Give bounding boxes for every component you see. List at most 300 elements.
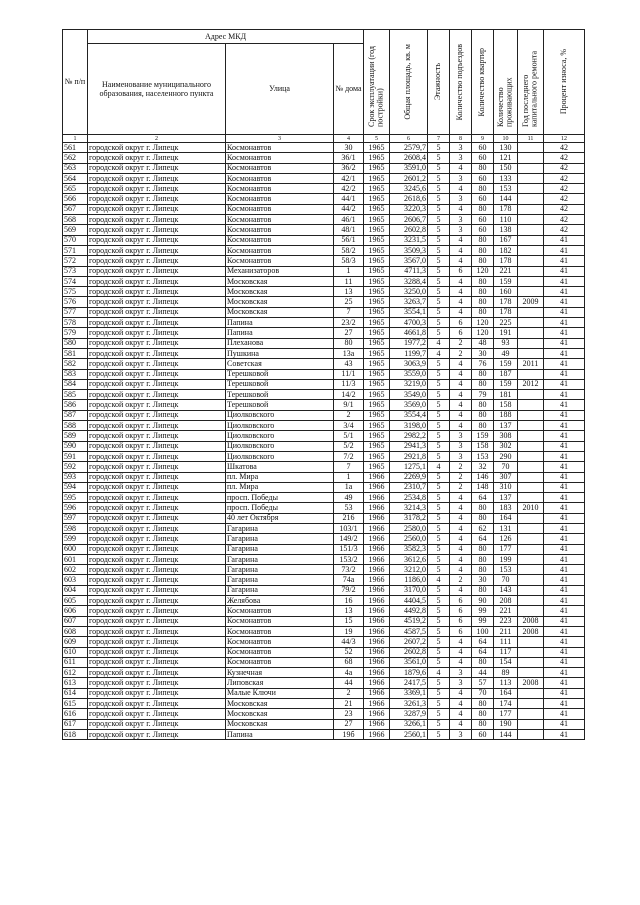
table-row xyxy=(63,153,585,163)
cell-wear: 41 xyxy=(544,338,585,348)
cell-repair-year xyxy=(518,657,544,667)
cell-municipality: городской округ г. Липецк xyxy=(88,143,226,153)
cell-entrances: 4 xyxy=(450,657,472,667)
cell-area: 2982,2 xyxy=(390,431,428,441)
cell-residents: 190 xyxy=(494,719,518,729)
cell-year: 1965 xyxy=(364,173,390,183)
cell-municipality: городской округ г. Липецк xyxy=(88,163,226,173)
cell-wear: 42 xyxy=(544,143,585,153)
column-number: 5 xyxy=(364,135,390,143)
cell-row-no: 571 xyxy=(63,245,88,255)
cell-area: 1879,6 xyxy=(390,668,428,678)
cell-municipality: городской округ г. Липецк xyxy=(88,678,226,688)
cell-municipality: городской округ г. Липецк xyxy=(88,699,226,709)
cell-wear: 41 xyxy=(544,390,585,400)
cell-row-no: 614 xyxy=(63,688,88,698)
cell-house: 74а xyxy=(334,575,364,585)
cell-row-no: 561 xyxy=(63,143,88,153)
cell-apartments: 80 xyxy=(472,719,494,729)
cell-municipality: городской округ г. Липецк xyxy=(88,668,226,678)
cell-house: 13 xyxy=(334,287,364,297)
cell-wear: 41 xyxy=(544,554,585,564)
cell-repair-year xyxy=(518,421,544,431)
cell-repair-year xyxy=(518,441,544,451)
cell-house: 4а xyxy=(334,668,364,678)
cell-apartments: 64 xyxy=(472,637,494,647)
cell-street: Советская xyxy=(226,359,334,369)
cell-repair-year xyxy=(518,523,544,533)
cell-municipality: городской округ г. Липецк xyxy=(88,544,226,554)
cell-street: Механизаторов xyxy=(226,266,334,276)
cell-house: 9/1 xyxy=(334,400,364,410)
cell-wear: 41 xyxy=(544,451,585,461)
cell-row-no: 602 xyxy=(63,565,88,575)
cell-entrances: 2 xyxy=(450,462,472,472)
header-year: Срок эксплуатации (год постройки) xyxy=(364,30,390,135)
cell-apartments: 80 xyxy=(472,276,494,286)
cell-house: 80 xyxy=(334,338,364,348)
cell-residents: 225 xyxy=(494,318,518,328)
cell-area: 2269,9 xyxy=(390,472,428,482)
cell-area: 3250,0 xyxy=(390,287,428,297)
table-row xyxy=(63,451,585,461)
cell-municipality: городской округ г. Липецк xyxy=(88,421,226,431)
cell-house: 21 xyxy=(334,699,364,709)
cell-wear: 41 xyxy=(544,668,585,678)
cell-row-no: 599 xyxy=(63,534,88,544)
cell-residents: 111 xyxy=(494,637,518,647)
cell-row-no: 617 xyxy=(63,719,88,729)
cell-wear: 41 xyxy=(544,729,585,739)
cell-repair-year xyxy=(518,225,544,235)
cell-floors: 4 xyxy=(428,462,450,472)
cell-house: 44 xyxy=(334,678,364,688)
cell-repair-year xyxy=(518,276,544,286)
cell-entrances: 4 xyxy=(450,493,472,503)
cell-apartments: 153 xyxy=(472,451,494,461)
cell-year: 1965 xyxy=(364,163,390,173)
cell-entrances: 4 xyxy=(450,699,472,709)
cell-apartments: 80 xyxy=(472,297,494,307)
cell-house: 153/2 xyxy=(334,554,364,564)
cell-year: 1965 xyxy=(364,441,390,451)
cell-wear: 41 xyxy=(544,719,585,729)
cell-floors: 5 xyxy=(428,657,450,667)
cell-wear: 41 xyxy=(544,637,585,647)
cell-entrances: 4 xyxy=(450,647,472,657)
cell-apartments: 64 xyxy=(472,647,494,657)
cell-apartments: 79 xyxy=(472,390,494,400)
cell-apartments: 60 xyxy=(472,194,494,204)
cell-wear: 41 xyxy=(544,616,585,626)
cell-house: 58/2 xyxy=(334,245,364,255)
cell-floors: 5 xyxy=(428,421,450,431)
cell-year: 1965 xyxy=(364,390,390,400)
column-number-row xyxy=(63,135,585,143)
table-row xyxy=(63,534,585,544)
cell-area: 2579,7 xyxy=(390,143,428,153)
cell-apartments: 159 xyxy=(472,431,494,441)
cell-residents: 223 xyxy=(494,616,518,626)
cell-entrances: 3 xyxy=(450,441,472,451)
cell-year: 1965 xyxy=(364,359,390,369)
cell-area: 3245,6 xyxy=(390,184,428,194)
cell-municipality: городской округ г. Липецк xyxy=(88,235,226,245)
cell-entrances: 4 xyxy=(450,235,472,245)
cell-floors: 5 xyxy=(428,184,450,194)
cell-row-no: 567 xyxy=(63,204,88,214)
cell-municipality: городской округ г. Липецк xyxy=(88,616,226,626)
cell-street: Космонавтов xyxy=(226,606,334,616)
cell-municipality: городской округ г. Липецк xyxy=(88,400,226,410)
table-row xyxy=(63,647,585,657)
cell-repair-year xyxy=(518,173,544,183)
cell-house: 7 xyxy=(334,307,364,317)
cell-wear: 41 xyxy=(544,709,585,719)
cell-floors: 5 xyxy=(428,287,450,297)
cell-area: 3612,6 xyxy=(390,554,428,564)
cell-street: Циолковского xyxy=(226,431,334,441)
cell-street: Терешковой xyxy=(226,400,334,410)
cell-repair-year xyxy=(518,668,544,678)
cell-residents: 110 xyxy=(494,215,518,225)
cell-apartments: 32 xyxy=(472,462,494,472)
cell-floors: 5 xyxy=(428,637,450,647)
cell-municipality: городской округ г. Липецк xyxy=(88,534,226,544)
cell-wear: 42 xyxy=(544,163,585,173)
cell-street: Московская xyxy=(226,699,334,709)
cell-wear: 41 xyxy=(544,410,585,420)
cell-apartments: 80 xyxy=(472,565,494,575)
cell-residents: 178 xyxy=(494,307,518,317)
cell-row-no: 605 xyxy=(63,596,88,606)
cell-street: Космонавтов xyxy=(226,616,334,626)
cell-row-no: 618 xyxy=(63,729,88,739)
table-row xyxy=(63,668,585,678)
cell-municipality: городской округ г. Липецк xyxy=(88,451,226,461)
cell-house: 53 xyxy=(334,503,364,513)
cell-floors: 5 xyxy=(428,688,450,698)
cell-street: Космонавтов xyxy=(226,626,334,636)
cell-row-no: 562 xyxy=(63,153,88,163)
cell-year: 1965 xyxy=(364,245,390,255)
cell-house: 2 xyxy=(334,410,364,420)
cell-floors: 5 xyxy=(428,503,450,513)
cell-year: 1966 xyxy=(364,668,390,678)
cell-area: 2310,7 xyxy=(390,482,428,492)
cell-municipality: городской округ г. Липецк xyxy=(88,637,226,647)
cell-row-no: 597 xyxy=(63,513,88,523)
cell-floors: 5 xyxy=(428,544,450,554)
cell-area: 2607,2 xyxy=(390,637,428,647)
cell-municipality: городской округ г. Липецк xyxy=(88,503,226,513)
cell-apartments: 80 xyxy=(472,287,494,297)
cell-municipality: городской округ г. Липецк xyxy=(88,493,226,503)
cell-apartments: 60 xyxy=(472,173,494,183)
cell-street: Гагарина xyxy=(226,523,334,533)
cell-residents: 113 xyxy=(494,678,518,688)
cell-house: 79/2 xyxy=(334,585,364,595)
cell-year: 1965 xyxy=(364,225,390,235)
cell-entrances: 6 xyxy=(450,266,472,276)
cell-row-no: 589 xyxy=(63,431,88,441)
cell-row-no: 616 xyxy=(63,709,88,719)
cell-floors: 5 xyxy=(428,709,450,719)
cell-street: Гагарина xyxy=(226,534,334,544)
cell-municipality: городской округ г. Липецк xyxy=(88,709,226,719)
cell-wear: 41 xyxy=(544,307,585,317)
cell-row-no: 580 xyxy=(63,338,88,348)
table-row xyxy=(63,173,585,183)
cell-house: 49 xyxy=(334,493,364,503)
column-number: 10 xyxy=(494,135,518,143)
cell-municipality: городской округ г. Липецк xyxy=(88,462,226,472)
table-row xyxy=(63,215,585,225)
table-row xyxy=(63,523,585,533)
cell-entrances: 6 xyxy=(450,606,472,616)
table-row xyxy=(63,287,585,297)
cell-floors: 4 xyxy=(428,348,450,358)
cell-house: 48/1 xyxy=(334,225,364,235)
cell-residents: 211 xyxy=(494,626,518,636)
cell-year: 1965 xyxy=(364,153,390,163)
cell-year: 1965 xyxy=(364,256,390,266)
cell-residents: 178 xyxy=(494,256,518,266)
cell-entrances: 4 xyxy=(450,204,472,214)
cell-floors: 5 xyxy=(428,729,450,739)
cell-repair-year: 2008 xyxy=(518,616,544,626)
cell-year: 1966 xyxy=(364,637,390,647)
cell-row-no: 587 xyxy=(63,410,88,420)
cell-street: Терешковой xyxy=(226,369,334,379)
cell-municipality: городской округ г. Липецк xyxy=(88,626,226,636)
table-row xyxy=(63,307,585,317)
cell-apartments: 64 xyxy=(472,534,494,544)
cell-residents: 70 xyxy=(494,462,518,472)
cell-apartments: 48 xyxy=(472,338,494,348)
cell-area: 1977,2 xyxy=(390,338,428,348)
cell-repair-year xyxy=(518,153,544,163)
cell-municipality: городской округ г. Липецк xyxy=(88,328,226,338)
cell-residents: 137 xyxy=(494,421,518,431)
cell-entrances: 4 xyxy=(450,503,472,513)
cell-residents: 144 xyxy=(494,729,518,739)
cell-year: 1966 xyxy=(364,493,390,503)
cell-repair-year xyxy=(518,596,544,606)
cell-wear: 41 xyxy=(544,688,585,698)
cell-repair-year xyxy=(518,688,544,698)
header-repair: Год последнего капитального ремонта xyxy=(518,30,544,135)
cell-row-no: 608 xyxy=(63,626,88,636)
cell-house: 13 xyxy=(334,606,364,616)
cell-floors: 5 xyxy=(428,276,450,286)
table-row xyxy=(63,482,585,492)
cell-street: Папина xyxy=(226,318,334,328)
cell-row-no: 595 xyxy=(63,493,88,503)
cell-apartments: 80 xyxy=(472,400,494,410)
cell-apartments: 60 xyxy=(472,215,494,225)
table-row xyxy=(63,276,585,286)
cell-repair-year xyxy=(518,431,544,441)
table-row xyxy=(63,472,585,482)
cell-house: 1 xyxy=(334,266,364,276)
cell-row-no: 574 xyxy=(63,276,88,286)
cell-entrances: 3 xyxy=(450,143,472,153)
cell-floors: 5 xyxy=(428,400,450,410)
table-row xyxy=(63,390,585,400)
cell-residents: 89 xyxy=(494,668,518,678)
cell-year: 1965 xyxy=(364,410,390,420)
cell-municipality: городской округ г. Липецк xyxy=(88,338,226,348)
cell-municipality: городской округ г. Липецк xyxy=(88,307,226,317)
cell-area: 2560,1 xyxy=(390,729,428,739)
cell-residents: 174 xyxy=(494,699,518,709)
cell-municipality: городской округ г. Липецк xyxy=(88,575,226,585)
cell-street: Космонавтов xyxy=(226,143,334,153)
cell-apartments: 80 xyxy=(472,245,494,255)
cell-repair-year xyxy=(518,565,544,575)
cell-floors: 5 xyxy=(428,606,450,616)
cell-municipality: городской округ г. Липецк xyxy=(88,719,226,729)
cell-municipality: городской округ г. Липецк xyxy=(88,266,226,276)
table-row xyxy=(63,297,585,307)
cell-residents: 302 xyxy=(494,441,518,451)
table-row xyxy=(63,729,585,739)
cell-row-no: 596 xyxy=(63,503,88,513)
column-number: 9 xyxy=(472,135,494,143)
table-row xyxy=(63,204,585,214)
cell-entrances: 4 xyxy=(450,421,472,431)
cell-municipality: городской округ г. Липецк xyxy=(88,173,226,183)
cell-row-no: 604 xyxy=(63,585,88,595)
cell-year: 1966 xyxy=(364,729,390,739)
cell-floors: 5 xyxy=(428,143,450,153)
cell-repair-year xyxy=(518,462,544,472)
cell-street: Космонавтов xyxy=(226,173,334,183)
cell-street: Желябова xyxy=(226,596,334,606)
cell-street: Терешковой xyxy=(226,390,334,400)
cell-wear: 42 xyxy=(544,225,585,235)
table-row xyxy=(63,462,585,472)
table-row xyxy=(63,328,585,338)
cell-area: 3263,7 xyxy=(390,297,428,307)
cell-floors: 5 xyxy=(428,678,450,688)
cell-row-no: 577 xyxy=(63,307,88,317)
cell-floors: 5 xyxy=(428,719,450,729)
cell-row-no: 607 xyxy=(63,616,88,626)
cell-repair-year xyxy=(518,585,544,595)
cell-area: 3178,2 xyxy=(390,513,428,523)
cell-house: 27 xyxy=(334,328,364,338)
cell-year: 1965 xyxy=(364,184,390,194)
cell-entrances: 2 xyxy=(450,482,472,492)
cell-municipality: городской округ г. Липецк xyxy=(88,410,226,420)
cell-house: 19б xyxy=(334,729,364,739)
cell-wear: 41 xyxy=(544,482,585,492)
cell-year: 1965 xyxy=(364,348,390,358)
cell-house: 44/2 xyxy=(334,204,364,214)
cell-house: 7/2 xyxy=(334,451,364,461)
cell-street: Космонавтов xyxy=(226,215,334,225)
cell-row-no: 569 xyxy=(63,225,88,235)
cell-entrances: 4 xyxy=(450,513,472,523)
cell-floors: 5 xyxy=(428,194,450,204)
cell-house: 2 xyxy=(334,688,364,698)
cell-year: 1966 xyxy=(364,699,390,709)
table-row xyxy=(63,719,585,729)
cell-house: 149/2 xyxy=(334,534,364,544)
cell-repair-year xyxy=(518,338,544,348)
cell-wear: 41 xyxy=(544,235,585,245)
cell-year: 1965 xyxy=(364,194,390,204)
cell-apartments: 30 xyxy=(472,348,494,358)
cell-year: 1966 xyxy=(364,513,390,523)
cell-repair-year xyxy=(518,554,544,564)
cell-year: 1966 xyxy=(364,523,390,533)
cell-street: Московская xyxy=(226,276,334,286)
cell-house: 16 xyxy=(334,596,364,606)
cell-house: 5/2 xyxy=(334,441,364,451)
table-row xyxy=(63,194,585,204)
cell-row-no: 578 xyxy=(63,318,88,328)
table-row xyxy=(63,637,585,647)
cell-apartments: 57 xyxy=(472,678,494,688)
cell-wear: 41 xyxy=(544,513,585,523)
cell-wear: 41 xyxy=(544,647,585,657)
cell-street: Космонавтов xyxy=(226,245,334,255)
cell-area: 1275,1 xyxy=(390,462,428,472)
cell-floors: 5 xyxy=(428,493,450,503)
cell-repair-year xyxy=(518,318,544,328)
table-row xyxy=(63,657,585,667)
cell-municipality: городской округ г. Липецк xyxy=(88,482,226,492)
cell-area: 3214,3 xyxy=(390,503,428,513)
header-residents: Количество проживающих xyxy=(494,30,518,135)
cell-apartments: 120 xyxy=(472,328,494,338)
cell-repair-year xyxy=(518,606,544,616)
cell-street: Папина xyxy=(226,328,334,338)
cell-wear: 41 xyxy=(544,462,585,472)
cell-municipality: городской округ г. Липецк xyxy=(88,472,226,482)
cell-entrances: 4 xyxy=(450,297,472,307)
cell-apartments: 80 xyxy=(472,163,494,173)
cell-apartments: 44 xyxy=(472,668,494,678)
cell-wear: 41 xyxy=(544,318,585,328)
cell-floors: 5 xyxy=(428,472,450,482)
cell-row-no: 610 xyxy=(63,647,88,657)
cell-entrances: 2 xyxy=(450,575,472,585)
cell-house: 44/1 xyxy=(334,194,364,204)
table-row xyxy=(63,431,585,441)
cell-floors: 5 xyxy=(428,266,450,276)
cell-entrances: 2 xyxy=(450,472,472,482)
cell-repair-year xyxy=(518,709,544,719)
cell-wear: 41 xyxy=(544,585,585,595)
cell-apartments: 64 xyxy=(472,493,494,503)
cell-wear: 41 xyxy=(544,369,585,379)
cell-wear: 41 xyxy=(544,523,585,533)
table-row xyxy=(63,379,585,389)
cell-repair-year xyxy=(518,482,544,492)
table-row xyxy=(63,225,585,235)
cell-apartments: 70 xyxy=(472,688,494,698)
cell-wear: 41 xyxy=(544,441,585,451)
cell-repair-year xyxy=(518,369,544,379)
cell-wear: 41 xyxy=(544,400,585,410)
cell-floors: 5 xyxy=(428,451,450,461)
cell-area: 3549,0 xyxy=(390,390,428,400)
cell-residents: 126 xyxy=(494,534,518,544)
